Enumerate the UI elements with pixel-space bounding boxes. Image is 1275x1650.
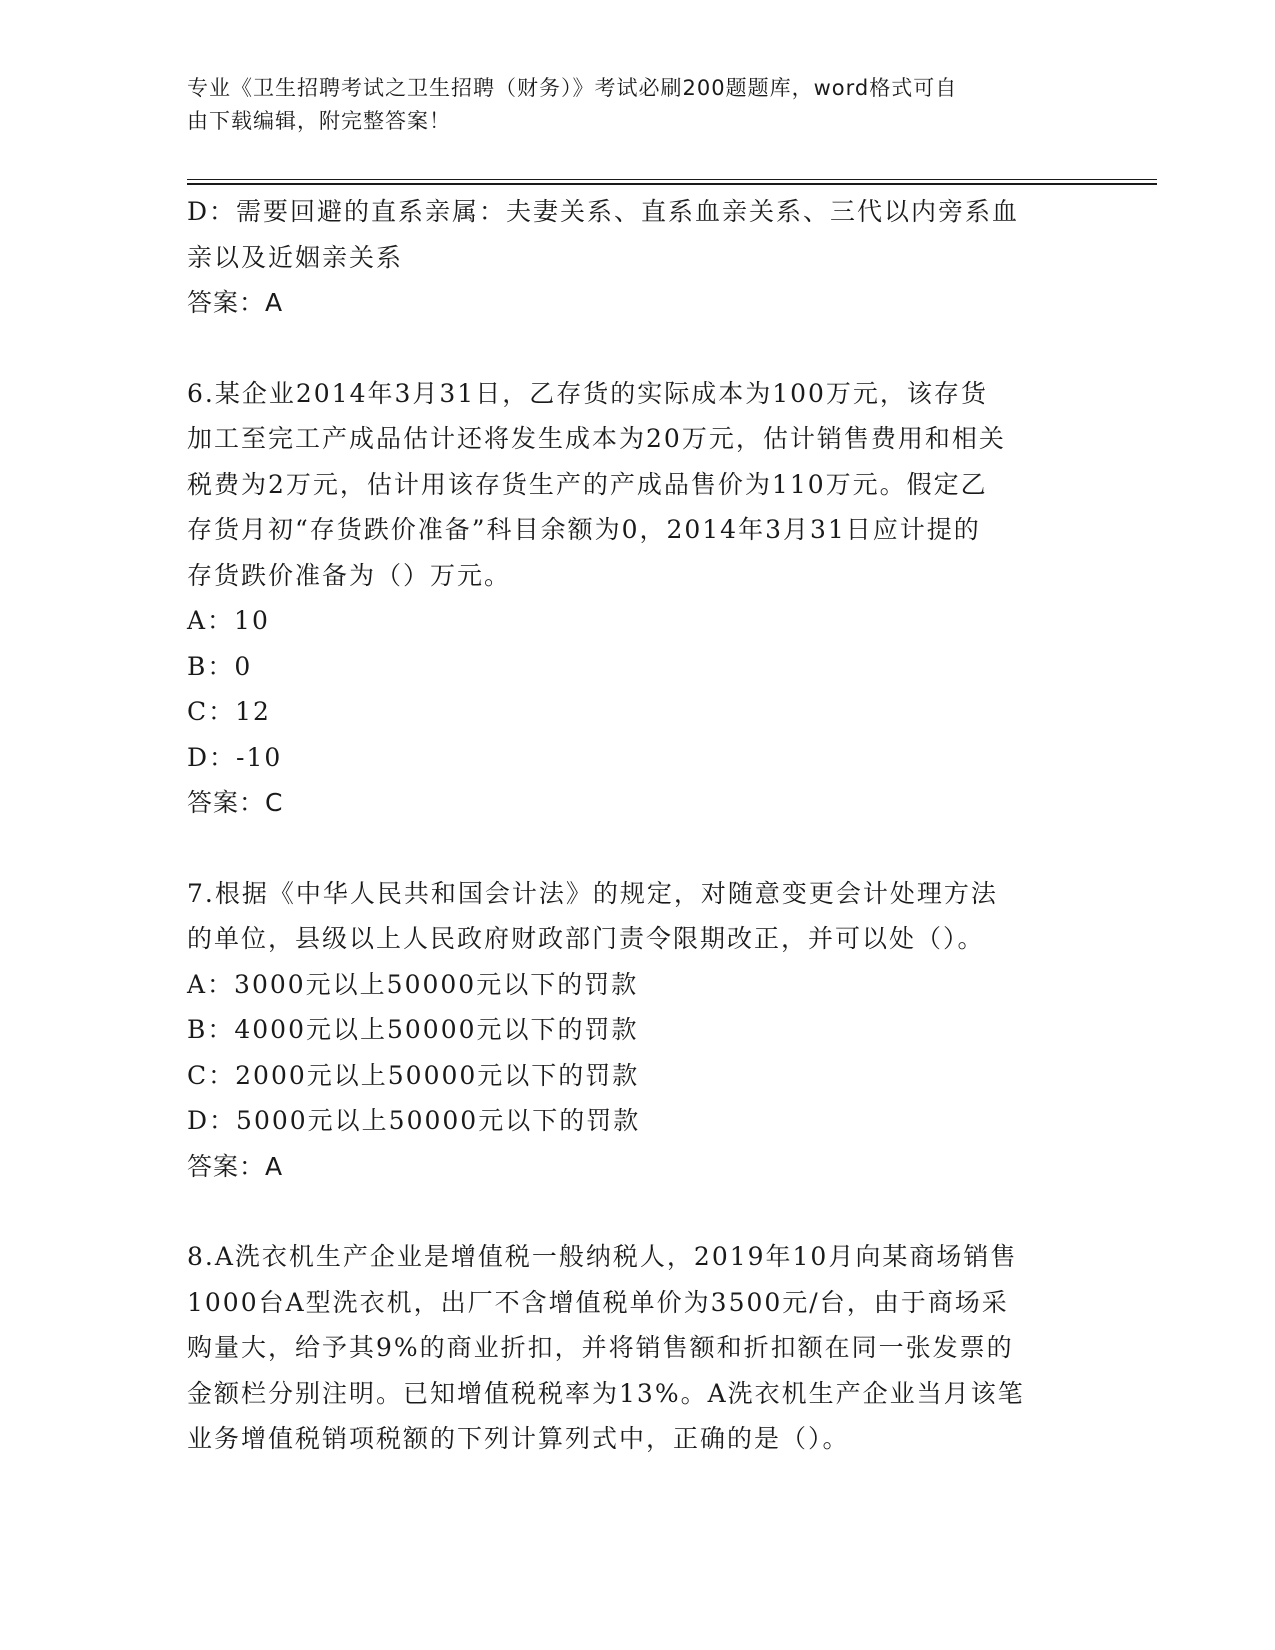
question-stem-line: 存货月初“存货跌价准备”科目余额为0，2014年3月31日应计提的 (187, 515, 981, 544)
spacer (187, 326, 1087, 371)
question-stem-line: 金额栏分别注明。已知增值税税率为13%。A洗衣机生产企业当月该笔 (187, 1378, 1025, 1408)
option-d: D：5000元以上50000元以下的罚款 (187, 1106, 641, 1135)
spacer (187, 826, 1087, 871)
header-line-2: 由下载编辑，附完整答案！ (187, 109, 451, 133)
document-body (187, 189, 1087, 1462)
question-stem-line: 8.A洗衣机生产企业是增值税一般纳税人，2019年10月向某商场销售 (187, 1242, 1018, 1271)
question-stem-line: 7.根据《中华人民共和国会计法》的规定，对随意变更会计处理方法 (187, 878, 998, 908)
question-stem-line: 的单位，县级以上人民政府财政部门责令限期改正，并可以处（）。 (187, 924, 985, 953)
option-a: A：10 (187, 606, 270, 635)
option-d-line-1: D：需要回避的直系亲属：夫妻关系、直系血亲关系、三代以内旁系血 (187, 197, 1020, 226)
question-stem-line: 1000台A型洗衣机，出厂不含增值税单价为3500元/台，由于商场采 (187, 1287, 1009, 1317)
question-stem-line: 存货跌价准备为（）万元。 (187, 560, 512, 590)
option-b: B：4000元以上50000元以下的罚款 (187, 1015, 639, 1044)
question-stem-line: 加工至完工产成品估计还将发生成本为20万元，估计销售费用和相关 (187, 424, 1006, 453)
option-b: B：0 (187, 651, 253, 681)
question-stem-line: 税费为2万元，估计用该存货生产的产成品售价为110万元。假定乙 (187, 469, 988, 499)
question-8 (187, 1234, 1087, 1462)
question-stem-line: 业务增值税销项税额的下列计算列式中，正确的是（）。 (187, 1424, 850, 1453)
question-6 (187, 371, 1087, 826)
question-stem-line: 购量大，给予其9%的商业折扣，并将销售额和折扣额在同一张发票的 (187, 1333, 1014, 1362)
header-divider-thin (187, 179, 1157, 180)
option-c: C：2000元以上50000元以下的罚款 (187, 1060, 640, 1090)
question-stem-line: 6.某企业2014年3月31日，乙存货的实际成本为100万元，该存货 (187, 378, 988, 408)
option-a: A：3000元以上50000元以下的罚款 (187, 969, 639, 999)
answer-label: 答案：C (187, 788, 284, 817)
answer-label: 答案：A (187, 1151, 284, 1181)
option-c: C：12 (187, 697, 271, 726)
answer-label: 答案：A (187, 288, 284, 317)
spacer (187, 1189, 1087, 1234)
header-divider-thick (187, 183, 1157, 185)
option-d-line-2: 亲以及近姻亲关系 (187, 242, 404, 272)
question-7 (187, 871, 1087, 1190)
document-header (187, 72, 1067, 138)
option-d: D：-10 (187, 742, 283, 772)
question-5-tail (187, 189, 1087, 326)
header-line-1: 专业《卫生招聘考试之卫生招聘（财务）》考试必刷200题题库，word格式可自 (187, 76, 958, 100)
